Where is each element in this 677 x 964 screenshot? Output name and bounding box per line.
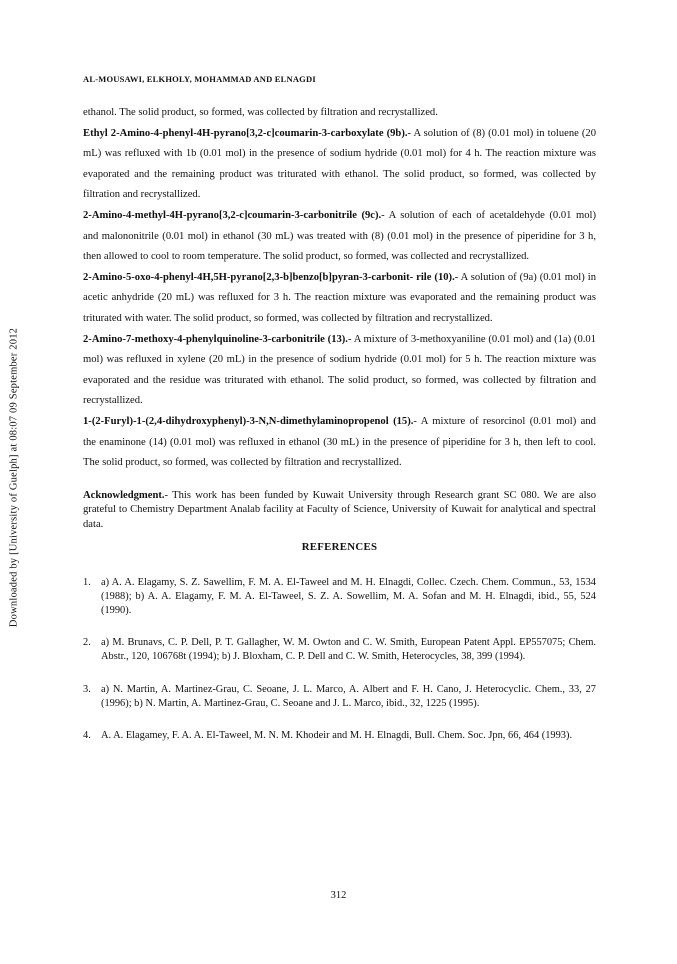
reference-number: 3. [83, 683, 91, 695]
paragraph [83, 124, 596, 206]
reference-item [83, 683, 596, 711]
compound-title: 2-Amino-7-methoxy-4-phenylquinoline-3-carbonitrile (13). [83, 333, 348, 345]
acknowledgment-title: Acknowledgment. [83, 489, 165, 501]
paragraph [83, 268, 596, 330]
page-body [83, 103, 596, 761]
compound-title: 2-Amino-4-methyl-4H-pyrano[3,2-c]coumarin-3-carbonitrile (9c). [83, 209, 382, 221]
paragraph-text: - A mixture of 3-methoxyaniline (0.01 mol) and (1a) (0.01 mol) was refluxed in xylene (20 mL) in the presence of sodium hydride (0.01 mol) for 5 h. The reaction mixture was evaporated and the residue was triturated with ethanol. The solid product, so formed, was collected by filtration and recrystallized. [83, 333, 596, 407]
reference-number: 4. [83, 729, 91, 741]
paragraph [83, 206, 596, 268]
paragraph-text: ethanol. The solid product, so formed, was collected by filtration and recrystallized. [83, 107, 438, 118]
paragraph-text: - A mixture of resorcinol (0.01 mol) and the enaminone (14) (0.01 mol) was refluxed in ethanol (30 mL) in the presence of piperidine for 3 h, then left to cool. The solid product, so formed, was collected by filtration and recrystallized. [83, 415, 596, 469]
reference-item [83, 576, 596, 619]
acknowledgment [83, 489, 596, 532]
references-heading: REFERENCES [301, 540, 378, 553]
paragraph [83, 412, 596, 474]
reference-text: A. A. Elagamey, F. A. A. El-Taweel, M. N. M. Khodeir and M. H. Elnagdi, Bull. Chem. Soc. Jpn, 66, 464 (1993). [101, 729, 573, 741]
paragraph [83, 330, 596, 412]
compound-title: Ethyl 2-Amino-4-phenyl-4H-pyrano[3,2-c]coumarin-3-carboxylate (9b). [83, 127, 408, 139]
compound-title: 1-(2-Furyl)-1-(2,4-dihydroxyphenyl)-3-N,N-dimethylaminopropenol (15). [83, 415, 414, 427]
paragraph-text: - A solution of (9a) (0.01 mol) in acetic anhydride (20 mL) was refluxed for 3 h. The reaction mixture was evaporated and the remaining product was triturated with water. The solid product, so formed, was collected by filtration and recrystallized. [83, 271, 596, 324]
reference-item [83, 729, 596, 743]
paragraph [83, 103, 596, 124]
page-number: 312 [330, 890, 347, 901]
reference-item [83, 636, 596, 664]
reference-text: a) A. A. Elagamy, S. Z. Sawellim, F. M. A. El-Taweel and M. H. Elnagdi, Collec. Czech. Chem. Commun., 53, 1534 (1988); b) A. A. Elagamy, F. M. A. El-Taweel, S. Z. A. Sowellim, M. A. Sofan and M. H. Elnagdi, ibid., 55, 524 (1990). [101, 576, 596, 616]
reference-number: 1. [83, 576, 91, 588]
acknowledgment-text: - This work has been funded by Kuwait University through Research grant SC 080. We are also grateful to Chemistry Department Analab facility at Faculty of Science, University of Kuwait for analytical and spectral data. [83, 489, 596, 530]
compound-title: 2-Amino-5-oxo-4-phenyl-4H,5H-pyrano[2,3-b]benzo[b]pyran-3-carbonit- rile (10). [83, 271, 455, 283]
reference-number: 2. [83, 637, 91, 649]
reference-text: a) N. Martin, A. Martinez-Grau, C. Seoane, J. L. Marco, A. Albert and F. H. Cano, J. Heterocyclic. Chem., 33, 27 (1996); b) N. Martin, A. Martinez-Grau, C. Seoane and J. L. Marco, ibid., 32, 1225 (1995). [101, 683, 596, 709]
running-header: AL-MOUSAWI, ELKHOLY, MOHAMMAD AND ELNAGDI [83, 74, 316, 84]
reference-text: a) M. Brunavs, C. P. Dell, P. T. Gallagher, W. M. Owton and C. W. Smith, European Patent Appl. EP557075; Chem. Abstr., 120, 106768t (1994); b) J. Bloxham, C. P. Dell and C. W. Smith, Heterocycles, 38, 399 (1994). [101, 637, 596, 663]
download-watermark: Downloaded by [University of Guelph] at 08:07 09 September 2012 [8, 327, 20, 628]
paragraph-text: - A solution of (8) (0.01 mol) in toluene (20 mL) was refluxed with 1b (0.01 mol) in the presence of sodium hydride (0.01 mol) for 4 h. The reaction mixture was evaporated and the remaining product was triturated with ethanol. The solid product, so formed, was collected by filtration and recrystallized. [83, 127, 596, 201]
paragraph-text: - A solution of each of acetaldehyde (0.01 mol) and malononitrile (0.01 mol) in ethanol (30 mL) was treated with (8) (0.01 mol) in the presence of piperidine for 3 h, then allowed to cool to room temperature. The solid product, so formed, was collected and recrystallized. [83, 209, 597, 263]
